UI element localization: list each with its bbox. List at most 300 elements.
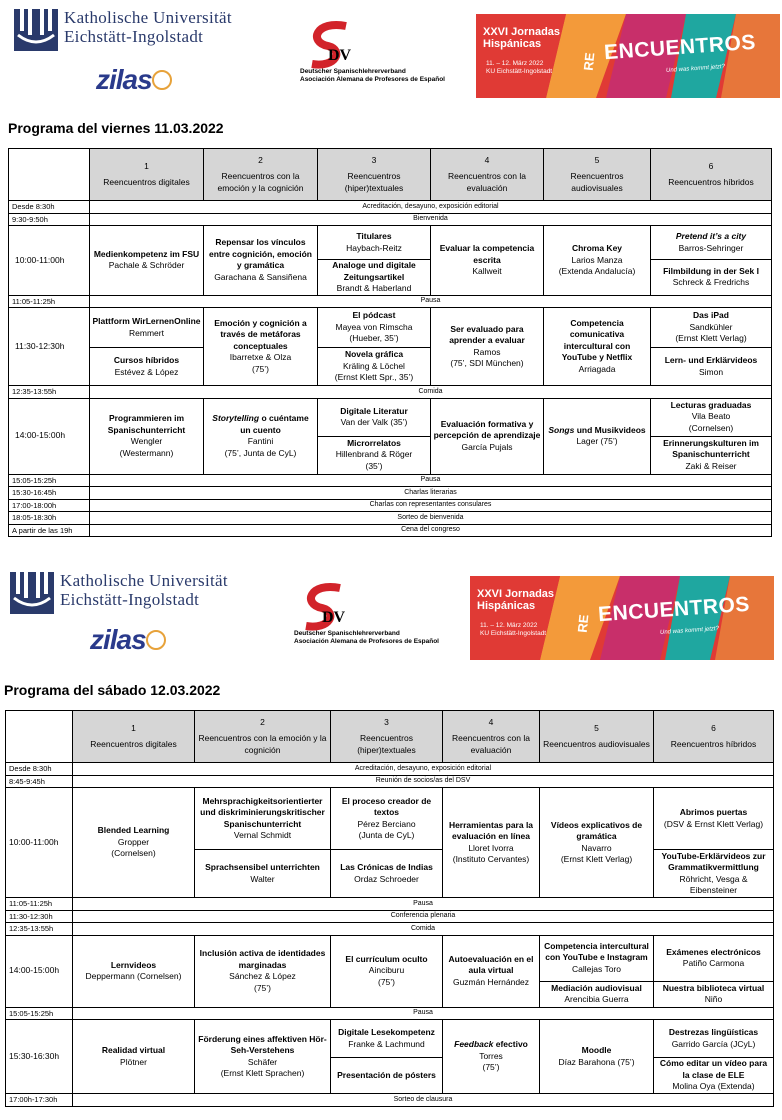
session-speaker: Ordaz Schroeder [354,873,419,884]
session-title: Analoge und digitale Zeitungsartikel [332,260,416,282]
session-cell [651,398,772,436]
span-cell: Pausa [90,295,772,308]
session-title: Abrimos puertas [679,807,748,817]
zilas-logo: zilas [96,64,152,95]
session-speaker: Ramos [473,346,501,357]
session-cell [90,398,204,474]
dsv-name-es: Asociación Alemana de Profesores de Español [294,638,439,645]
session-title: Digitale Literatur [340,405,408,416]
session-speaker: Mayea von Rimscha [335,321,413,332]
session-speaker: Garachana & Sansiñena [214,271,307,282]
col-name-6: Reencuentros híbridos [668,177,754,187]
table-row [6,775,774,788]
session-cell [654,935,774,981]
university-name [64,8,232,46]
session-note: (Ernst Klett Verlag) [675,333,747,344]
session-speaker: Gropper [117,836,150,847]
time-cell: 11:05-11:25h [6,898,73,911]
session-speaker: Zaki & Reiser [685,460,737,471]
corner-cell [6,711,73,763]
col-header-1 [73,711,195,763]
table-row [9,386,772,399]
table-row [6,1020,774,1058]
session-cell [318,436,431,474]
span-cell: Comida [90,386,772,399]
dsv-name-de: Deutscher Spanischlehrerverband [294,630,400,637]
session-speaker: García Pujals [461,441,513,452]
session-title: Herramientas para la evaluación en línea [448,819,534,841]
session-cell [540,981,654,1007]
zilas-globe-icon [146,630,166,650]
zilas-globe-icon [152,70,172,90]
jornadas-place: KU Eichstätt-Ingolstadt [480,630,547,637]
table-row [9,308,772,348]
time-cell: 17:00h-17:30h [6,1094,73,1107]
time-cell: 15:05-15:25h [6,1007,73,1020]
session-speaker: Ibarretxe & Olza [229,352,292,363]
session-cell [90,226,204,296]
session-speaker: Torres [479,1050,503,1061]
session-title: Cursos híbridos [113,355,180,365]
session-cell [431,226,544,296]
session-note: (Hueber, 35’) [349,333,399,344]
header-saturday [0,562,782,672]
session-cell [90,308,204,348]
university-name [60,571,228,609]
col-num-3: 3 [371,154,377,165]
col-name-2: Reencuentros con la emoción y la cognición [217,171,304,193]
jornadas-title-line1: XXVI Jornadas [477,588,555,600]
session-title: Titulares [356,231,392,241]
table-row [9,524,772,537]
session-note: (75’) [251,363,269,374]
session-title: Medienkompetenz im FSU [93,248,200,259]
session-speaker: Guzmán Hernández [452,976,530,987]
table-row [9,512,772,525]
session-speaker: Niño [704,994,723,1004]
session-cell [73,1020,195,1094]
session-title: Mediación audiovisual [551,982,642,993]
table-row [6,898,774,911]
table-row [9,499,772,512]
session-note: (35’) [365,460,383,471]
session-cell [331,850,443,898]
session-title: Autoevaluación en el aula virtual [448,953,534,976]
session-speaker: Arriagada [578,363,616,374]
session-title: Repensar los vínculos entre cognición, emoción y gramática [209,237,312,271]
time-cell: 15:30-16:45h [9,487,90,500]
session-cell [73,788,195,898]
university-crest-icon [10,572,54,614]
span-cell: Acreditación, desayuno, exposición editorial [90,201,772,214]
session-cell [195,935,331,1007]
jornadas-title [477,588,554,612]
session-title: Nuestra biblioteca virtual [662,982,765,993]
jornadas-tagline: Und was kommt jetzt? [659,625,720,637]
session-cell [195,1020,331,1094]
session-note: (75’, Junta de CyL) [224,447,297,458]
session-title: Las Crónicas de Indias [340,862,433,872]
session-title: Lecturas graduadas [670,399,752,410]
session-title: El currículum oculto [345,953,428,964]
session-title: Lernvideos [110,959,157,970]
col-num-4: 4 [488,716,494,727]
session-title: Das iPad [693,310,729,321]
session-cell [651,260,772,296]
col-num-5: 5 [594,154,600,165]
session-note: (75’, SDI München) [450,358,524,368]
university-line2: Eichstätt-Ingolstadt [60,590,200,609]
session-speaker: (DSV & Ernst Klett Verlag) [663,818,764,829]
col-header-4 [431,149,544,201]
session-title: Presentación de pósters [337,1069,436,1080]
span-cell: Pausa [90,474,772,487]
col-num-6: 6 [708,160,714,171]
time-cell: 12:35-13:55h [9,386,90,399]
col-name-1: Reencuentros digitales [90,739,177,749]
session-title: Evaluación formativa y percepción de aprendizaje [433,418,541,441]
col-header-3 [318,149,431,201]
session-cell [318,308,431,348]
session-cell [443,935,540,1007]
session-title: Lern- und Erklärvideos [664,355,758,365]
session-note: (Ernst Klett Spr., 35’) [334,372,414,383]
table-row [6,935,774,981]
jornadas-word: ENCUENTROS [597,592,751,627]
svg-text:DV: DV [322,609,346,626]
col-header-6 [654,711,774,763]
session-title: Sprachsensibel unterrichten [205,862,320,872]
col-name-3: Reencuentros (hiper)textuales [357,733,416,755]
session-cell [544,308,651,386]
session-cell [651,348,772,386]
header-friday [0,0,782,110]
session-title: efectivo [495,1039,528,1050]
friday-title: Programa del viernes 11.03.2022 [8,120,224,136]
session-cell [654,1058,774,1094]
jornadas-title-line2: Hispánicas [477,600,536,612]
dsv-logo [298,20,445,110]
span-cell: Bienvenida [90,213,772,226]
session-cell [331,1020,443,1058]
session-cell [204,398,318,474]
span-cell: Sorteo de bienvenida [90,512,772,525]
saturday-schedule-table [5,710,774,1107]
dsv-name-de: Deutscher Spanischlehrerverband [300,68,406,75]
col-num-5: 5 [594,722,599,733]
jornadas-prefix: RE [574,613,592,634]
session-cell [318,398,431,436]
session-title: Plattform WirLernenOnline [92,316,201,326]
session-speaker: Sandkühler [689,321,733,332]
col-header-2 [204,149,318,201]
table-row [6,1007,774,1020]
session-title: Digitale Lesekompetenz [338,1027,435,1037]
session-speaker: Wengler [130,436,163,446]
session-title: Microrrelatos [347,437,401,448]
time-cell: 11:30-12:30h [9,308,90,386]
time-cell: 15:05-15:25h [9,474,90,487]
table-row [6,923,774,936]
col-name-3: Reencuentros (hiper)textuales [344,171,404,193]
col-header-3 [331,711,443,763]
session-speaker: Kräling & Löchel [343,360,405,371]
session-title: YouTube-Erklärvideos zur Grammatikvermittlung [661,850,766,872]
session-speaker: Schäfer [247,1056,278,1067]
jornadas-title [483,26,560,50]
jornadas-word: ENCUENTROS [603,30,757,65]
col-num-3: 3 [384,716,389,727]
time-cell: 10:00-11:00h [6,788,73,898]
session-title: Inclusión activa de identidades marginadas [199,948,326,970]
header-row [6,711,774,763]
session-title: Vídeos explicativos de gramática [550,819,643,841]
session-cell [318,348,431,386]
table-row [9,398,772,436]
session-cell [651,436,772,474]
session-title: Ser evaluado para aprender a evaluar [449,323,525,345]
col-name-5: Reencuentros audiovisuales [570,171,624,193]
span-cell: Cena del congreso [90,524,772,537]
span-cell: Pausa [73,1007,774,1020]
col-num-1: 1 [131,722,136,733]
session-cell [431,308,544,386]
time-cell: Desde 8:30h [6,763,73,776]
session-speaker: Pérez Berciano [357,818,416,829]
col-header-2 [195,711,331,763]
session-note: (75’) [377,976,395,987]
session-speaker: Hillenbrand & Röger [335,449,413,460]
session-speaker: Plötner [120,1056,147,1067]
span-cell: Conferencia plenaria [73,910,774,923]
session-speaker: Haybach-Reitz [346,242,402,253]
session-speaker: Pachale & Schröder [108,260,185,271]
session-title: Novela gráfica [344,349,404,360]
session-title-italic: Feedback [454,1039,494,1050]
session-speaker: Barros-Sehringer [678,242,744,253]
session-speaker: Fantini [247,436,274,446]
col-num-6: 6 [711,722,716,733]
span-cell: Sorteo de clausura [73,1094,774,1107]
table-row [9,474,772,487]
time-cell: 15:30-16:30h [6,1020,73,1094]
session-cell [651,226,772,260]
span-cell: Comida [73,923,774,936]
table-row [9,487,772,500]
time-cell: A partir de las 19h [9,524,90,537]
session-speaker: Vernal Schmidt [233,830,292,840]
svg-text:DV: DV [328,47,352,64]
session-speaker: Franke & Lachmund [348,1038,425,1049]
session-cell [443,788,540,898]
session-title: Blended Learning [97,825,170,836]
time-cell: 9:30-9:50h [9,213,90,226]
session-speaker: Navarro [581,842,612,853]
table-row [9,226,772,260]
session-cell [90,348,204,386]
span-cell: Reunión de socios/as del DSV [73,775,774,788]
jornadas-place: KU Eichstätt-Ingolstadt [486,68,553,75]
session-title: Competencia comunicativa intercultural con YouTube y Netflix [561,317,633,363]
span-cell: Charlas literarias [90,487,772,500]
university-line1: Katholische Universität [64,8,232,27]
col-num-2: 2 [258,154,263,165]
session-speaker: Callejas Toro [572,963,621,974]
session-speaker: Patiño Carmona [682,958,745,968]
table-row [9,213,772,226]
session-title: o cuéntame un cuento [240,413,309,435]
session-title: Programmieren im Spanischunterricht [107,413,186,435]
session-cell [204,308,318,386]
session-note: (Ernst Klett Verlag) [560,854,633,864]
session-title: Förderung eines affektiven Hör-Seh-Verstehens [198,1033,327,1055]
session-speaker: Díaz Barahona (75’) [558,1056,635,1067]
session-speaker: Simon [698,366,724,377]
session-note: (75’) [253,982,271,993]
session-cell [204,226,318,296]
session-note: (Cornelsen) [111,848,156,859]
session-cell [195,788,331,850]
time-cell: 17:00-18:00h [9,499,90,512]
table-row [9,348,772,386]
session-cell [540,1020,654,1094]
session-title: El pódcast [352,310,396,321]
jornadas-banner [476,14,780,98]
table-row [6,910,774,923]
session-cell [540,935,654,981]
session-speaker: Lloret Ivorra [468,842,514,853]
span-cell: Acreditación, desayuno, exposición editorial [73,763,774,776]
session-note: (75’) [482,1062,500,1073]
time-cell: 8:45-9:45h [6,775,73,788]
session-note: (Instituto Cervantes) [452,854,530,864]
span-cell: Charlas con representantes consulares [90,499,772,512]
session-note: (Junta de CyL) [358,830,415,840]
col-name-6: Reencuentros híbridos [670,739,757,749]
session-cell [651,308,772,348]
col-name-5: Reencuentros audiovisuales [543,739,650,749]
session-title-italic: Songs [548,424,575,435]
time-cell: 14:00-15:00h [6,935,73,1007]
session-speaker: Larios Manza [571,254,623,265]
session-speaker: Walter [250,873,275,884]
session-cell [195,850,331,898]
session-speaker: Brandt & Haberland [336,283,412,293]
session-title: Pretend it’s a city [675,231,747,241]
session-note: (Extenda Andalucía) [558,266,636,276]
col-header-5 [544,149,651,201]
col-header-5 [540,711,654,763]
jornadas-tagline: Und was kommt jetzt? [665,63,726,75]
saturday-title: Programa del sábado 12.03.2022 [4,682,221,698]
table-row [9,201,772,214]
table-row [6,763,774,776]
session-title: Filmbildung in der Sek I [663,265,759,276]
session-speaker: Schreck & Fredrichs [672,277,750,288]
session-title: und Musikvideos [576,424,646,435]
time-cell: 10:00-11:00h [9,226,90,296]
session-cell [318,226,431,260]
session-cell [654,981,774,1007]
session-cell [544,226,651,296]
session-title: Mehrsprachigkeitsorientierter und diskriminierungskritischer Spanischunterricht [200,795,325,829]
dsv-emblem-icon [306,20,356,70]
session-title: Competencia intercultural con YouTube e Instagram [544,940,649,963]
session-cell [318,260,431,296]
session-speaker: Garrido García (JCyL) [671,1038,756,1049]
session-note: (Cornelsen) [688,422,734,433]
jornadas-prefix: RE [580,51,598,72]
jornadas-title-line1: XXVI Jornadas [483,26,561,38]
session-speaker: Vila Beato [691,411,731,422]
header-row [9,149,772,201]
session-speaker: Röhricht, Vesga & Eibensteiner [679,873,748,895]
col-name-4: Reencuentros con la evaluación [448,171,526,193]
session-note: (Ernst Klett Sprachen) [220,1068,305,1078]
session-cell [331,788,443,850]
session-cell [654,850,774,898]
table-row [9,295,772,308]
col-name-2: Reencuentros con la emoción y la cognición [198,733,327,755]
university-line1: Katholische Universität [60,571,228,590]
span-cell: Pausa [73,898,774,911]
time-cell: 11:30-12:30h [6,910,73,923]
session-title: Moodle [581,1045,612,1055]
time-cell: 11:05-11:25h [9,295,90,308]
jornadas-date-text: 11. – 12. März 2022 [486,60,544,67]
session-cell [654,1020,774,1058]
session-speaker: Arencibia Guerra [564,994,629,1004]
session-speaker: Remmert [129,327,164,338]
session-cell [654,788,774,850]
session-cell [331,935,443,1007]
col-num-1: 1 [144,160,149,171]
session-title: Realidad virtual [101,1045,166,1055]
col-header-6 [651,149,772,201]
time-cell: 18:05-18:30h [9,512,90,525]
session-cell [540,788,654,898]
session-title: Emoción y cognición a través de metáforas conceptuales [214,317,307,351]
session-title-italic: Storytelling [212,413,260,423]
session-speaker: Van der Valk (35’) [340,417,408,427]
time-cell: 12:35-13:55h [6,923,73,936]
session-speaker: Sánchez & López [229,971,296,981]
session-speaker: Kallweit [472,266,502,276]
session-title: Destrezas lingüísticas [668,1027,759,1037]
time-cell: Desde 8:30h [9,201,90,214]
session-cell [431,398,544,474]
table-row [6,788,774,850]
session-title: Exámenes electrónicos [666,946,761,957]
jornadas-banner [470,576,774,660]
col-header-1 [90,149,204,201]
session-cell [73,935,195,1007]
session-title: Cómo editar un vídeo para la clase de ELE [659,1058,768,1080]
session-title: Evaluar la competencia escrita [439,243,535,265]
session-cell [443,1020,540,1094]
col-num-4: 4 [484,154,490,165]
session-speaker: Estévez & López [114,366,179,377]
university-crest-icon [14,9,58,51]
session-speaker: Deppermann (Cornelsen) [85,971,182,981]
session-speaker: Ainciburu [368,965,405,976]
session-speaker: Molina Oya (Extenda) [672,1081,755,1092]
session-title: Chroma Key [571,243,623,253]
jornadas-date [486,60,552,76]
time-cell: 14:00-15:00h [9,398,90,474]
dsv-name-es: Asociación Alemana de Profesores de Español [300,76,445,83]
session-speaker: Lager (75’) [576,436,618,446]
